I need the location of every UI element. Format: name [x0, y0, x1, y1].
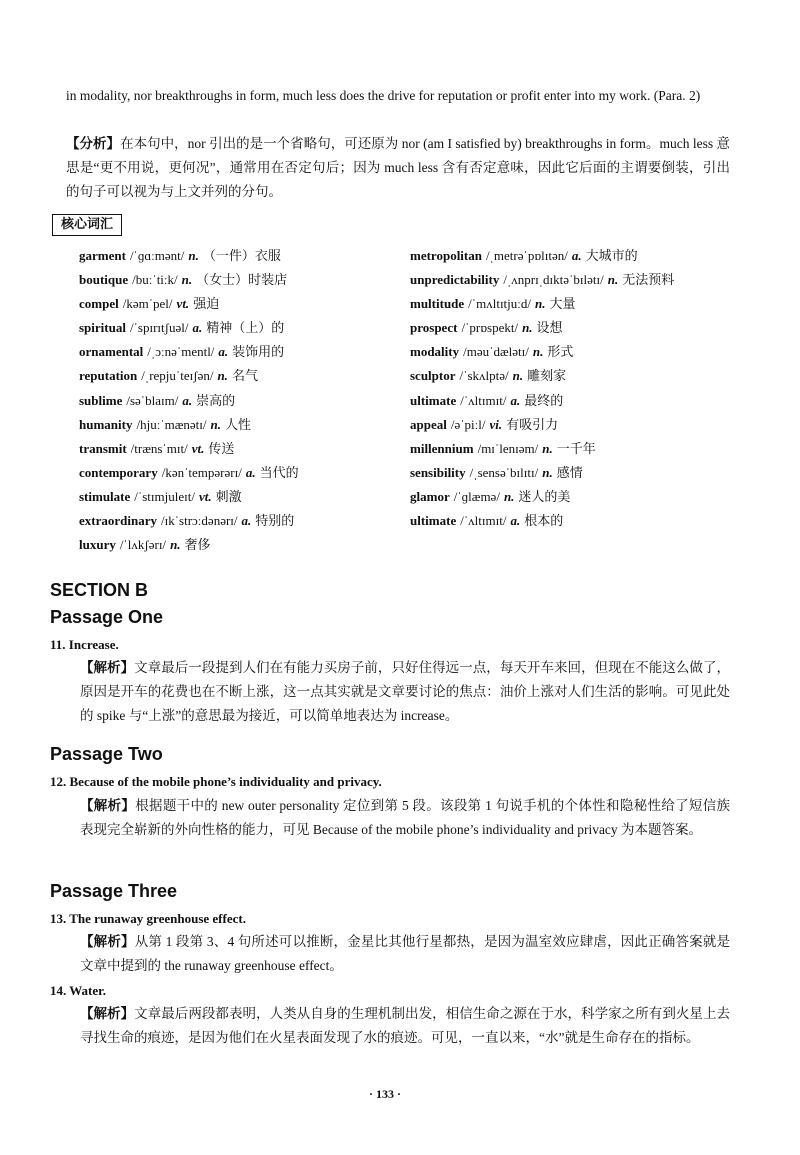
vocab-pos: a. — [192, 320, 203, 336]
vocab-entry — [410, 316, 750, 340]
vocab-pos: a. — [182, 392, 193, 408]
vocab-word: humanity — [79, 416, 133, 432]
vocab-pos: n. — [210, 416, 222, 432]
vocab-word: multitude — [410, 296, 465, 312]
vocab-entry — [410, 292, 750, 316]
vocab-entry — [410, 461, 750, 485]
vocab-meaning: 特别的 — [255, 513, 295, 529]
vocab-pos: n. — [181, 272, 193, 288]
vocab-pos: n. — [542, 464, 553, 480]
vocab-phonetic: /ˌʌnprɪˌdɪktəˈbɪlətɪ/ — [503, 272, 604, 288]
vocab-title: 核心词汇 — [52, 214, 122, 236]
vocab-word: unpredictability — [410, 272, 500, 288]
explanation-text: 文章最后一段提到人们在有能力买房子前，只好住得远一点，每天开车来回，但现在不能这么做了，原因是开车的花费也在不断上涨，这一点其实就是文章要讨论的焦点：油价上涨对人们生活的影响。可见此处的 spike 与“上涨”的意思最为接近，可以简单地表达为 increase。 — [80, 660, 731, 723]
vocab-phonetic: /kəmˈpel/ — [122, 296, 173, 312]
vocab-pos: n. — [170, 537, 181, 553]
vocab-entry — [79, 461, 419, 485]
vocab-meaning: （一件）衣服 — [202, 248, 281, 263]
vocab-meaning: 强迫 — [193, 296, 220, 312]
vocab-entry — [79, 340, 419, 364]
vocab-meaning: 迷人的美 — [518, 488, 571, 504]
analysis-tag: 【分析】 — [66, 136, 121, 151]
vocab-entry — [79, 364, 419, 388]
passage-heading: Passage Three — [50, 881, 178, 901]
vocab-meaning: 雕刻家 — [527, 368, 567, 384]
explanation-paragraph — [80, 656, 730, 728]
vocab-meaning: 当代的 — [259, 464, 299, 480]
vocab-meaning: 设想 — [536, 320, 563, 336]
section-heading: SECTION B — [50, 580, 149, 600]
vocab-entry — [79, 533, 419, 557]
explanation-tag: 【解析】 — [80, 660, 135, 675]
vocab-meaning: 奢侈 — [184, 537, 211, 553]
vocab-entry — [410, 244, 750, 268]
vocab-phonetic: /əˈpiːl/ — [450, 416, 486, 432]
intro-sentence: in modality, nor breakthroughs in form, much less does the drive for reputation or profit enter into my work. (Para. 2) — [66, 88, 701, 103]
vocab-entry — [79, 485, 419, 509]
vocab-entry — [79, 244, 419, 268]
vocab-phonetic: /ˈskʌlptə/ — [459, 368, 509, 384]
vocab-word: prospect — [410, 320, 458, 336]
vocab-phonetic: /ˈstɪmjuleɪt/ — [134, 488, 195, 504]
explanation-paragraph — [80, 794, 730, 842]
vocab-phonetic: /ˈɡlæmə/ — [453, 488, 500, 504]
vocab-word: sculptor — [410, 368, 456, 384]
vocab-entry — [410, 389, 750, 413]
explanation-text: 文章最后两段都表明，人类从自身的生理机制出发，相信生命之源在于水，科学家之所有到火星上去寻找生命的痕迹，是因为他们在火星表面发现了水的痕迹。可见，一直以来，“水”就是生命存在的指标。 — [80, 1006, 731, 1045]
vocab-meaning: 大量 — [549, 296, 576, 312]
passage-heading: Passage One — [50, 607, 164, 627]
vocab-phonetic: /ˈɡɑːmənt/ — [129, 248, 185, 263]
vocab-pos: n. — [217, 368, 228, 384]
vocab-word: metropolitan — [410, 248, 482, 263]
vocab-entry — [79, 292, 419, 316]
vocab-entry — [79, 437, 419, 461]
vocab-word: sublime — [79, 392, 123, 408]
vocab-phonetic: /ˌɔːnəˈmentl/ — [147, 344, 215, 360]
vocab-pos: vi. — [489, 416, 503, 432]
vocab-phonetic: /səˈblaɪm/ — [126, 392, 179, 408]
vocab-meaning: 名气 — [231, 368, 258, 384]
vocab-meaning: 无法预料 — [622, 272, 675, 288]
vocab-meaning: （女士）时装店 — [196, 272, 288, 288]
vocab-word: compel — [79, 296, 119, 312]
explanation-tag: 【解析】 — [80, 934, 135, 949]
explanation-text: 从第 1 段第 3、4 句所述可以推断，金星比其他行星都热，是因为温室效应肆虐，因此正确答案就是文章中提到的 the runaway greenhouse effect。 — [80, 934, 731, 973]
analysis-paragraph — [66, 132, 730, 204]
vocab-meaning: 形式 — [547, 344, 574, 360]
question-answer: 12. Because of the mobile phone’s individuality and privacy. — [50, 774, 382, 789]
vocab-meaning: 崇高的 — [196, 392, 236, 408]
question-answer: 13. The runaway greenhouse effect. — [50, 911, 246, 926]
vocab-word: contemporary — [79, 464, 158, 480]
vocab-meaning: 装饰用的 — [232, 344, 285, 360]
vocab-pos: n. — [522, 320, 533, 336]
vocab-word: garment — [79, 248, 126, 263]
vocab-phonetic: /mɪˈlenɪəm/ — [477, 440, 539, 456]
explanation-paragraph — [80, 1002, 730, 1050]
vocab-phonetic: /ˈʌltɪmɪt/ — [460, 392, 507, 408]
vocab-entry — [79, 316, 419, 340]
vocab-word: ultimate — [410, 513, 457, 529]
vocab-word: ultimate — [410, 392, 457, 408]
vocab-pos: n. — [188, 248, 199, 263]
vocab-entry — [79, 413, 419, 437]
vocab-word: extraordinary — [79, 513, 157, 529]
vocab-phonetic: /ˈprɒspekt/ — [461, 320, 519, 336]
vocab-word: sensibility — [410, 464, 466, 480]
question-answer: 11. Increase. — [50, 637, 119, 652]
vocab-phonetic: /ˈlʌkʃərɪ/ — [119, 537, 167, 553]
vocab-meaning: 人性 — [225, 416, 252, 432]
vocab-pos: n. — [535, 296, 546, 312]
explanation-tag: 【解析】 — [80, 1006, 135, 1021]
vocab-meaning: 最终的 — [524, 392, 564, 408]
question-answer: 14. Water. — [50, 983, 106, 998]
vocab-pos: a. — [218, 344, 229, 360]
explanation-tag: 【解析】 — [80, 798, 136, 813]
vocab-entry — [79, 389, 419, 413]
vocab-phonetic: /ˈmʌltɪtjuːd/ — [468, 296, 532, 312]
vocab-list-left — [79, 244, 419, 557]
vocab-pos: n. — [542, 440, 553, 456]
vocab-phonetic: /ˌrepjuˈteɪʃən/ — [141, 368, 214, 384]
vocab-word: luxury — [79, 537, 116, 553]
vocab-word: boutique — [79, 272, 129, 288]
vocab-pos: a. — [241, 513, 252, 529]
vocab-word: ornamental — [79, 344, 144, 360]
vocab-pos: n. — [532, 344, 544, 360]
vocab-meaning: 一千年 — [556, 440, 596, 456]
vocab-phonetic: /trænsˈmɪt/ — [130, 440, 188, 456]
vocab-entry — [410, 437, 750, 461]
vocab-meaning: 根本的 — [524, 513, 564, 529]
vocab-entry — [79, 509, 419, 533]
vocab-phonetic: /buːˈtiːk/ — [132, 272, 178, 288]
vocab-phonetic: /hjuːˈmænətɪ/ — [136, 416, 207, 432]
vocab-phonetic: /ˌmetrəˈpɒlɪtən/ — [485, 248, 568, 263]
vocab-pos: n. — [512, 368, 524, 384]
explanation-text: 根据题干中的 new outer personality 定位到第 5 段。该段第 1 句说手机的个体性和隐秘性给了短信族表现完全崭新的外向性格的能力，可见 Because of the mobile phone’s individuality and privacy 为本题答案。 — [80, 798, 731, 837]
vocab-word: modality — [410, 344, 460, 360]
vocab-pos: a. — [245, 464, 256, 480]
vocab-meaning: 大城市的 — [585, 248, 638, 263]
vocab-entry — [410, 413, 750, 437]
vocab-phonetic: /məuˈdælətɪ/ — [463, 344, 529, 360]
vocab-word: reputation — [79, 368, 138, 384]
vocab-word: stimulate — [79, 488, 131, 504]
vocab-word: millennium — [410, 440, 474, 456]
vocab-phonetic: /ˈspɪrɪtʃuəl/ — [129, 320, 189, 336]
vocab-phonetic: /ɪkˈstrɔːdənərɪ/ — [160, 513, 238, 529]
vocab-list-right — [410, 244, 750, 533]
vocab-meaning: 传送 — [208, 440, 235, 456]
vocab-pos: n. — [503, 488, 515, 504]
vocab-meaning: 有吸引力 — [506, 416, 559, 432]
vocab-pos: n. — [607, 272, 619, 288]
analysis-text: 在本句中，nor 引出的是一个省略句，可还原为 nor (am I satisfied by) breakthroughs in form。much less 意思是“更不用说，更何况”，通常用在否定句后；因为 much less 含有否定意味，因此它后面的主谓要倒装，引出的句子可以视为与上文并列的分句。 — [66, 136, 730, 199]
vocab-entry — [410, 364, 750, 388]
vocab-pos: vt. — [191, 440, 205, 456]
vocab-pos: a. — [510, 392, 521, 408]
vocab-entry — [79, 268, 419, 292]
vocab-entry — [410, 268, 750, 292]
vocab-phonetic: /ˌsensəˈbɪlɪtɪ/ — [469, 464, 539, 480]
vocab-phonetic: /kənˈtempərərɪ/ — [161, 464, 242, 480]
vocab-word: appeal — [410, 416, 447, 432]
vocab-word: transmit — [79, 440, 127, 456]
vocab-phonetic: /ˈʌltɪmɪt/ — [460, 513, 507, 529]
vocab-pos: a. — [510, 513, 521, 529]
vocab-meaning: 精神（上）的 — [206, 320, 285, 336]
vocab-entry — [410, 509, 750, 533]
page-number: · 133 · — [368, 1087, 401, 1101]
vocab-entry — [410, 340, 750, 364]
vocab-meaning: 感情 — [556, 464, 583, 480]
passage-heading: Passage Two — [50, 744, 163, 764]
vocab-pos: vt. — [198, 488, 212, 504]
vocab-word: glamor — [410, 488, 450, 504]
vocab-meaning: 刺激 — [215, 488, 242, 504]
vocab-pos: a. — [571, 248, 582, 263]
vocab-word: spiritual — [79, 320, 126, 336]
vocab-entry — [410, 485, 750, 509]
explanation-paragraph — [80, 930, 730, 978]
vocab-pos: vt. — [176, 296, 190, 312]
